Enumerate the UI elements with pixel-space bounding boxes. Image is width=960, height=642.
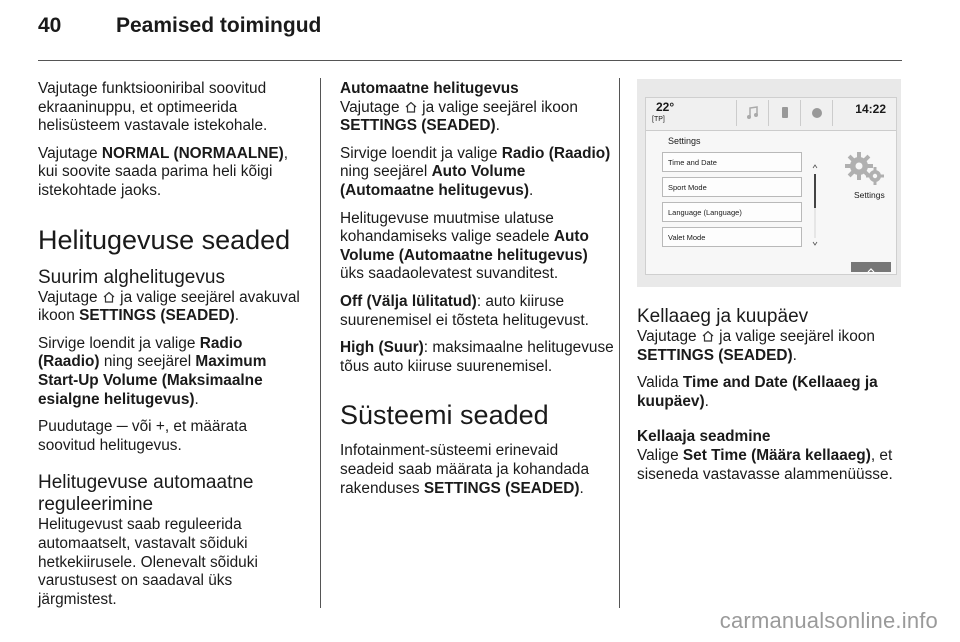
screen-gear-label: Settings [854,190,885,200]
watermark: carmanualsonline.info [719,608,938,633]
paragraph: Off (Välja lülitatud): auto kiiruse suurenemisel ei tõsteta helitugevust. [340,292,589,329]
minus-icon: ─ [116,418,128,436]
paragraph: Vajutage ja valige seejärel ikoon SETTINGS (SEADED). [637,328,875,364]
home-icon [701,329,715,343]
section-heading: Süsteemi seaded [340,400,549,431]
screen-temperature: 22° [656,100,675,114]
settings-screenshot [637,79,901,287]
subsection-heading: Kellaaeg ja kuupäev [637,306,809,327]
paragraph: Vajutage ja valige seejärel avakuval ikoon SETTINGS (SEADED). [38,288,300,325]
paragraph: Sirvige loendit ja valige Radio (Raadio) ning seejärel Auto Volume (Automaatne helitugevus). [340,144,611,199]
chapter-title: Peamised toimingud [116,14,322,37]
home-icon [404,100,418,114]
screen-tp-label: [TP] [652,116,665,123]
screen-menu-item[interactable]: Language (Language) [662,202,802,222]
subheading: Kellaaja seadmine [637,428,771,446]
screen-menu-item[interactable]: Sport Mode [662,177,802,197]
screen-collapse-button[interactable] [851,262,891,272]
paragraph: High (Suur): maksimaalne helitugevuse tõus auto kiiruse suurenemisel. [340,339,614,375]
screen-menu-item[interactable]: Time and Date [662,152,802,172]
gear-icon [841,148,889,188]
subheading: Automaatne helitugevus [340,80,519,97]
screen-display [645,97,897,275]
screen-clock: 14:22 [855,102,886,116]
header-divider [38,60,902,61]
subsection-heading: Suurim alghelitugevus [38,266,225,288]
screen-menu-item[interactable]: Valet Mode [662,227,802,247]
paragraph: Valige Set Time (Määra kellaaeg), et siseneda vastavasse alammenüüsse. [637,446,893,483]
paragraph: Helitugevuse muutmise ulatuse kohandamiseks valige seadele Auto Volume (Automaatne helitugevus) üks saadaolevatest suvanditest. [340,209,589,283]
column-2 [340,80,615,507]
section-heading: Helitugevuse seaded [38,224,291,255]
paragraph: Vajutage ja valige seejärel ikoon SETTINGS (SEADED). [340,98,578,135]
screen-scrollbar[interactable] [812,164,818,246]
music-tab-icon [736,100,769,126]
column-divider-2 [619,78,620,608]
plus-icon: + [155,418,165,436]
paragraph: Vajutage NORMAL (NORMAALNE), kui soovite saada parima heli kõigi istekohtade jaoks. [38,144,289,199]
paragraph: Vajutage funktsiooniribal soovitud ekraaninuppu, et optimeerida helisüsteem vastavale istekohale. [38,80,268,135]
paragraph: Puudutage ─ või +, et määrata soovitud helitugevus. [38,418,247,454]
page-number: 40 [38,14,62,37]
paragraph: Sirvige loendit ja valige Radio (Raadio) ning seejärel Maximum Start-Up Volume (Maksimaalne esialgne helitugevus). [38,334,267,408]
phone-tab-icon [768,100,801,126]
page-header [38,14,321,38]
paragraph: Helitugevust saab reguleerida automaatselt, vastavalt sõiduki hetkekiirusele. Olenevalt sõiduki varustusest on saadaval üks järgmistest. [38,516,258,608]
column-1 [38,80,303,618]
apps-tab-icon [800,100,833,126]
paragraph: Valida Time and Date (Kellaaeg ja kuupäev). [637,374,878,410]
subsection-heading: Helitugevuse automaatne reguleerimine [38,472,254,516]
paragraph: Infotainment-süsteemi erinevaid seadeid saab määrata ja kohandada rakenduses SETTINGS (SEADED). [340,442,590,497]
column-3 [637,306,909,493]
home-icon [102,290,116,304]
screen-status-bar [646,98,896,131]
column-divider-1 [320,78,321,608]
screen-settings-title: Settings [668,136,701,146]
